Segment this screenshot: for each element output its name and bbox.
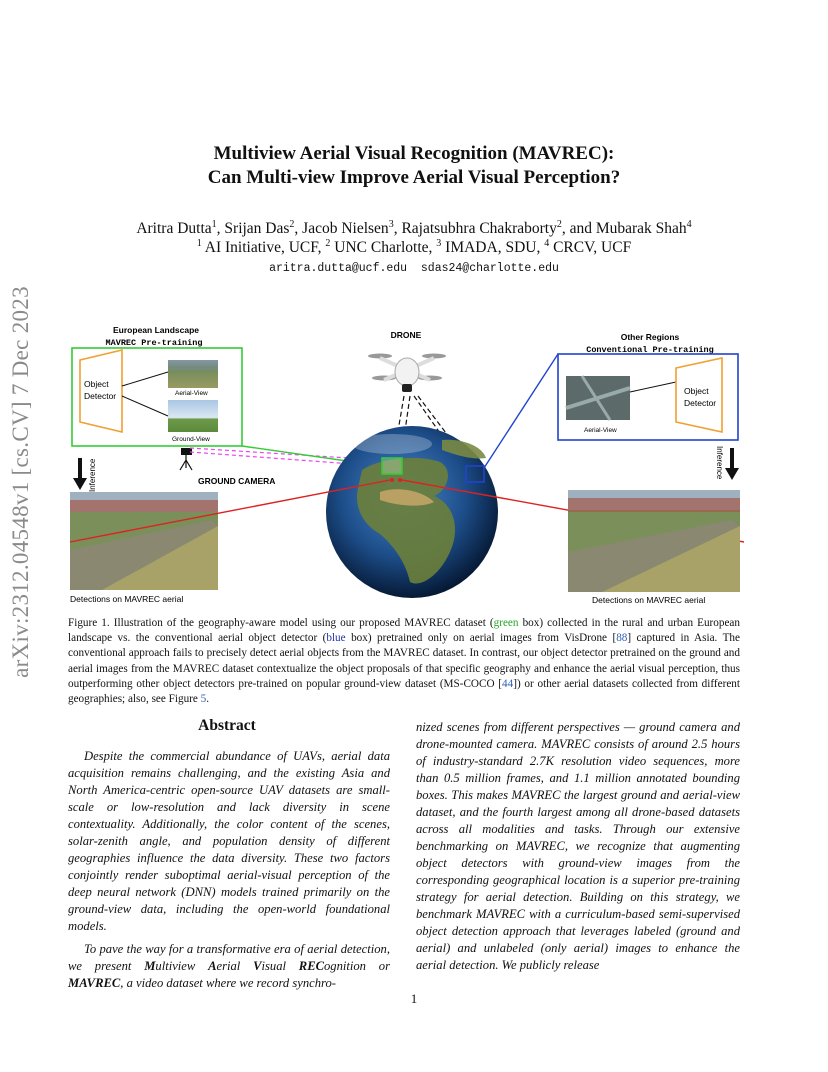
author-sup: 2: [289, 219, 295, 230]
affil-sup: 2: [325, 238, 331, 249]
drone-label: DRONE: [390, 330, 422, 340]
inference-arrow-left-head: [73, 478, 87, 490]
author-sep: ,: [294, 220, 303, 238]
author-sep: , and: [561, 220, 596, 238]
inference-label-left: Inference: [88, 458, 97, 492]
red-point: [390, 478, 394, 482]
citation-link[interactable]: 44: [502, 677, 514, 690]
figure-1: [62, 320, 752, 610]
ground-camera-label: GROUND CAMERA: [198, 476, 276, 486]
arrow-line: [122, 396, 168, 416]
author-sep: ,: [393, 220, 402, 238]
globe-cloud: [352, 434, 432, 454]
affil-sup: 3: [436, 238, 442, 249]
object-detector-left-label1: Object: [84, 379, 109, 389]
caption-text: ] captured in Asia. The conventional approach fails to precisely detect aerial objects from the MAVREC dataset. In contrast, our object detector pretrained on the ground and aerial images from the MAVREC dataset contextualize the object proposals of that specific geography and enhance the aerial visual perception, thus outperforming other object detectors pre-trained on popular ground-view dataset (MS-COCO [: [68, 632, 740, 690]
affiliations-line: [0, 238, 828, 257]
author-sup: 2: [556, 219, 562, 230]
red-point: [398, 478, 402, 482]
blue-connector: [484, 354, 558, 468]
paper-title-line2: Can Multi-view Improve Aerial Visual Perception?: [207, 167, 621, 188]
aerial-view-label-right: Aerial-View: [584, 427, 617, 434]
affil-sep: ,: [428, 239, 437, 257]
abstract-text: , a video dataset where we record synchro-: [120, 976, 336, 990]
emails: aritra.dutta@ucf.edu sdas24@charlotte.edu: [269, 262, 559, 275]
arxiv-stamp: arXiv:2312.04548v1 [cs.CV] 7 Dec 2023: [8, 286, 33, 678]
affil-sep: ,: [536, 239, 545, 257]
affiliation: CRCV, UCF: [549, 239, 632, 257]
abstract-right-column: [416, 719, 740, 974]
inference-label-right: Inference: [715, 446, 724, 480]
abstract-bold: A: [208, 959, 217, 973]
inference-arrow-right-shaft: [730, 448, 734, 470]
abstract-text: ognition or: [324, 959, 390, 973]
authors-line: [0, 219, 828, 238]
ground-view-label: Ground-View: [172, 436, 210, 443]
aerial-thumb-sky: [168, 360, 218, 370]
abstract-bold: MAVREC: [68, 976, 121, 990]
caption-text: box) pretrained only on aerial images from VisDrone [: [345, 632, 617, 645]
paper-title-line1: Multiview Aerial Visual Recognition (MAVREC):: [213, 143, 615, 164]
detections-label-left: Detections on MAVREC aerial: [70, 594, 184, 604]
abstract-paragraph: Despite the commercial abundance of UAVs, aerial data acquisition remains challenging, and the existing Asia and North America-centric open-source UAV datasets are small-scale or low-resolution and lack diversity in scene contextuality. Additionally, the color content of the scenes, solar-zenith angle, and population density of different geographies influence the data diversity. These two factors conjointly render suboptimal aerial-visual perception of the deep neural network (DNN) models trained primarily on the ground-view data, including the open-world foundational models.: [68, 749, 390, 933]
affiliation: AI Initiative, UCF: [201, 239, 318, 257]
affiliation: IMADA, SDU: [441, 239, 537, 257]
caption-green: green: [493, 617, 519, 629]
object-detector-right-label1: Object: [684, 386, 709, 396]
det-buildings: [568, 498, 740, 512]
ground-view-thumb: [168, 400, 218, 432]
detections-label-right: Detections on MAVREC aerial: [592, 595, 706, 605]
drone-icon: [368, 354, 446, 393]
left-panel-subtitle: MAVREC Pre-training: [105, 338, 203, 348]
page-number: 1: [410, 991, 418, 1006]
abstract-bold: REC: [298, 959, 324, 973]
figure-caption: [68, 616, 740, 707]
author-sup: 4: [686, 219, 692, 230]
abstract-left-column: [68, 748, 390, 992]
author: Mubarak Shah: [595, 220, 687, 238]
caption-text: Figure 1. Illustration of the geography-aware model using our proposed MAVREC dataset (: [68, 617, 494, 629]
caption-text: .: [206, 693, 210, 706]
caption-blue: blue: [326, 632, 346, 645]
abstract-text: isual: [261, 959, 299, 973]
abstract-text: To pave the way for a transformative era of aerial detection, we present: [68, 942, 390, 973]
abstract-text: erial: [216, 959, 254, 973]
abstract-text: ultiview: [155, 959, 209, 973]
det-buildings: [70, 500, 218, 512]
object-detector-left-label2: Detector: [84, 391, 117, 401]
figure-link[interactable]: 5: [200, 693, 207, 706]
author-sup: 1: [211, 219, 217, 230]
citation-link[interactable]: 88: [616, 632, 628, 645]
aerial-view-label-left: Aerial-View: [175, 390, 208, 397]
tripod-leg: [180, 460, 186, 470]
abstract-heading: Abstract: [198, 717, 256, 734]
affil-sup: 4: [544, 238, 550, 249]
author: Aritra Dutta: [136, 220, 212, 238]
right-panel-title: Other Regions: [620, 332, 680, 342]
inference-arrow-right-head: [725, 468, 739, 480]
abstract-paragraph: nized scenes from different perspectives — ground camera and drone-mounted camera. MAVREC consists of around 2.5 hours of industry-standard 2.7K resolution video sequences, more than 0.5 million frames, and 1.1 million annotated bounding boxes. This makes MAVREC the largest ground and aerial-view dataset, and the fourth largest among all drone-based datasets across all modalities and tasks. Through our extensive benchmarking on MAVREC, we recognize that augmenting object detectors with ground-view images from the corresponding geographical location is a superior pre-training strategy for aerial detection. Building on this strategy, we benchmark MAVREC with a curriculum-based semi-supervised object detection approach that leverages labeled (ground and aerial) and unlabeled (only aerial) images to enhance the aerial detection. We publicly release: [416, 720, 740, 972]
caption-text: box) collected in the rural and urban European landscape vs. the conventional aerial object detector (: [68, 617, 740, 645]
abstract-paragraph: [68, 941, 390, 992]
author-sup: 3: [388, 219, 394, 230]
right-panel-subtitle: Conventional Pre-training: [586, 345, 714, 355]
arrow-line: [630, 382, 676, 392]
affil-sup: 1: [196, 238, 202, 249]
europe-marker: [382, 458, 402, 474]
affiliation: UNC Charlotte: [330, 239, 429, 257]
abstract-bold: V: [253, 959, 262, 973]
object-detector-right-label2: Detector: [684, 398, 717, 408]
author-sep: ,: [216, 220, 225, 238]
arrow-line: [122, 372, 168, 386]
left-panel-title: European Landscape: [113, 325, 199, 335]
tripod-leg: [186, 460, 192, 470]
affil-sep: ,: [317, 239, 326, 257]
author: Jacob Nielsen: [302, 220, 389, 238]
author: Srijan Das: [224, 220, 290, 238]
inference-arrow-left-shaft: [78, 458, 82, 480]
abstract-bold: M: [144, 959, 156, 973]
author: Rajatsubhra Chakraborty: [401, 220, 557, 238]
caption-text: ]) or other aerial datasets collected from different geographies; also, see Figure: [68, 677, 740, 706]
